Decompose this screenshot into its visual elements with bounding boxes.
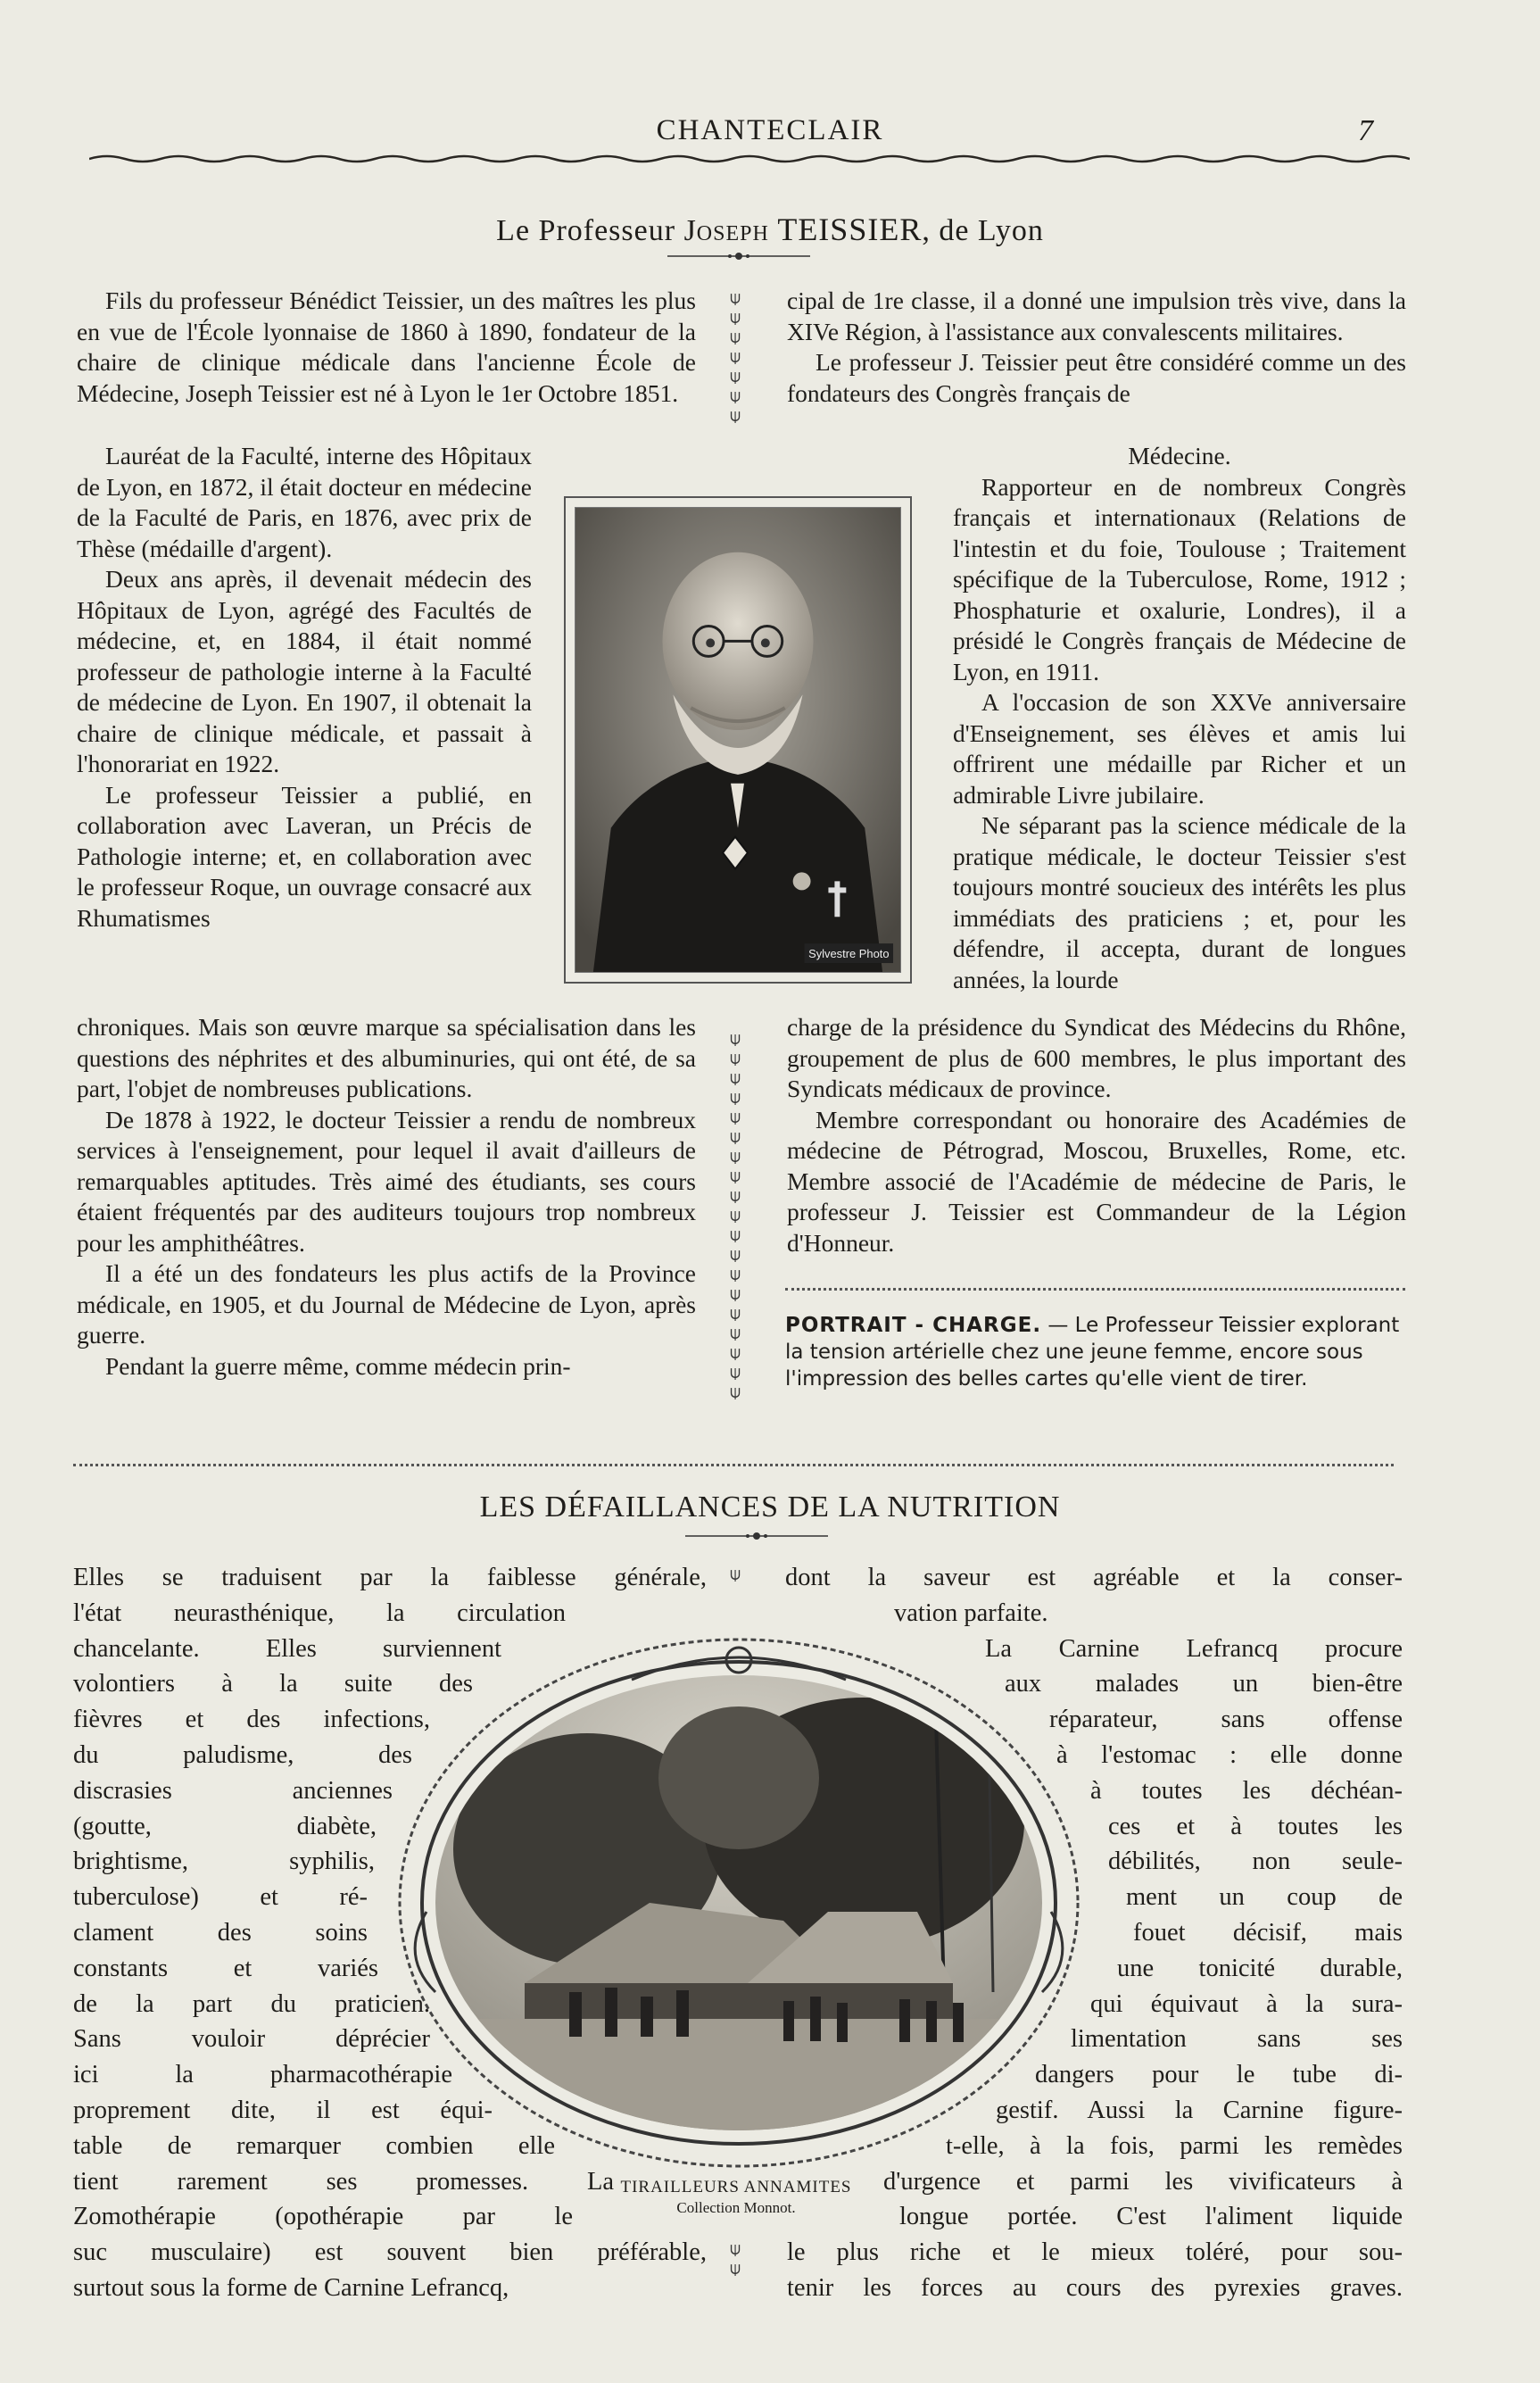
title-ornament [667,252,810,261]
tirailleurs-photo [364,1617,1114,2180]
text-line: tuberculose) et ré- [73,1883,368,1912]
article1-left-narrow [77,441,532,934]
text-line: chancelante. Elles surviennent [73,1634,501,1663]
paragraph: Deux ans après, il devenait médecin des Hôpitaux de Lyon, agrégé des Facultés de médecine, et, en 1884, il était nommé professeur de pathologie interne à la Faculté de médecine de Lyon. En 1907, il obtenait la chaire de clinique médicale, et passait à l'honorariat en 1922. [77,565,532,777]
paragraph: Pendant la guerre même, comme médecin prin- [105,1351,571,1380]
column-separator: ⍦ ⍦ [730,2238,741,2279]
text-line: qui équivaut à la sura- [1090,1989,1403,2018]
text-line: dont la saveur est agréable et la conser- [785,1564,1403,1591]
article1-left-bottom [77,1012,696,1382]
text-line: Zomothérapie (opothérapie par le [73,2203,573,2231]
text-line: débilités, non seule- [1108,1847,1403,1876]
text-line: Elles se traduisent par la faiblesse générale, [73,1564,707,1591]
paragraph: Médecine. [1128,442,1231,469]
text-line: limentation sans ses [1071,2025,1403,2054]
text-line: (goutte, diabète, [73,1812,377,1840]
text-line: discrasies anciennes [73,1776,393,1805]
photo-caption-title: TIRAILLEURS ANNAMITES [620,2178,852,2196]
article1-left-top [77,286,696,409]
paragraph: Ne séparant pas la science médicale de la pratique médicale, le docteur Teissier s'est toujours montré soucieux des intérêts les plus immédiats des praticiens ; et, pour les défendre, il accepta, durant de longues années, la lourde [953,811,1406,993]
text-line: de la part du praticien. [73,1989,430,2018]
title-last-name: TEISSIER [777,212,923,247]
photo-caption [584,2178,888,2217]
photo-credit: Sylvestre Photo [808,947,890,961]
text-line: brightisme, syphilis, [73,1847,375,1876]
caption-text: — Le Professeur Teissier explorant la tension artérielle chez une jeune femme, encore sous l'impression des belles cartes qu'elle vient de tirer. [785,1314,1400,1391]
header-wavy-rule [89,152,1410,166]
paragraph: Le professeur J. Teissier peut être considéré comme un des fondateurs des Congrès français de [787,348,1406,407]
paragraph: Fils du professeur Bénédict Teissier, un des maîtres les plus en vue de l'École lyonnaise de 1860 à 1890, fondateur de la chaire de clinique médicale dans l'ancienne École de Médecine, Joseph Teissier est né à Lyon le 1er Octobre 1851. [77,286,696,407]
text-line: ment un coup de [1126,1883,1403,1912]
paragraph: Le professeur Teissier a publié, en collaboration avec Laveran, un Précis de Pathologie interne; et, en collaboration avec le professeur Roque, un ouvrage consacré aux Rhumatismes [77,780,532,932]
portrait-frame [564,496,912,984]
title-suffix: , de Lyon [922,214,1044,247]
paragraph: Membre correspondant ou honoraire des Académies de médecine de Pétrograd, Moscou, Bruxelles, Rome, etc. Membre associé de l'Académie de médecine de Paris, le professeur J. Teissier est Commandeur de la Légion d'Honneur. [787,1105,1406,1257]
paragraph: Il a été un des fondateurs les plus actifs de la Province médicale, en 1905, et du Journal de Médecine de Lyon, après guerre. [77,1259,696,1349]
text-line: La Carnine Lefrancq procure [985,1634,1403,1663]
text-line: du paludisme, des [73,1741,412,1769]
text-line: tient rarement ses promesses. La [73,2167,614,2196]
column-separator: ⍦ [730,1563,741,1584]
portrait-charge-caption [785,1312,1405,1392]
article-divider [73,1464,1394,1466]
text-line: surtout sous la forme de Carnine Lefrancq, [73,2274,509,2302]
text-line: fièvres et des infections, [73,1706,430,1734]
title-first-name: Joseph [683,214,769,247]
text-line: fouet décisif, mais [1133,1919,1403,1947]
text-line: d'urgence et parmi les vivificateurs à [883,2167,1403,2196]
text-line: volontiers à la suite des [73,1670,473,1698]
caption-divider [785,1288,1405,1291]
text-line: à toutes les déchéan- [1090,1776,1403,1805]
text-line: constants et variés [73,1954,378,1982]
running-title: CHANTECLAIR [656,114,884,146]
paragraph: chroniques. Mais son œuvre marque sa spécialisation dans les questions des néphrites et des albuminuries, qui ont été, de sa part, l'objet de nombreuses publications. [77,1013,696,1102]
text-line: ici la pharmacothérapie [73,2061,452,2089]
text-line: vation parfaite. [894,1598,1048,1627]
caption-head: PORTRAIT - CHARGE. [785,1314,1042,1337]
paragraph: Lauréat de la Faculté, interne des Hôpitaux de Lyon, en 1872, il était docteur en médecine de la Faculté de Paris, en 1876, avec prix de Thèse (médaille d'argent). [77,442,532,562]
title-ornament [685,1532,828,1540]
photo-caption-credit: Collection Monnot. [676,2199,796,2216]
column-separator-bottom: ⍦ ⍦ ⍦ ⍦ ⍦ ⍦ ⍦ ⍦ ⍦ ⍦ ⍦ ⍦ ⍦ ⍦ ⍦ ⍦ ⍦ ⍦ ⍦ [730,1027,741,1402]
text-line: réparateur, sans offense [1049,1706,1403,1734]
text-line: t-elle, à la fois, parmi les remèdes [946,2131,1403,2160]
article1-right-narrow [953,441,1406,995]
text-line: Sans vouloir déprécier [73,2025,430,2054]
text-line: proprement dite, il est équi- [73,2097,493,2124]
portrait-photo [575,507,901,973]
title-prefix: Le Professeur [496,214,684,247]
paragraph: cipal de 1re classe, il a donné une impulsion très vive, dans la XIVe Région, à l'assistance aux convalescents militaires. [787,286,1406,345]
text-line: ces et à toutes les [1108,1812,1403,1840]
paragraph: charge de la présidence du Syndicat des Médecins du Rhône, groupement de plus de 600 membres, le plus important des Syndicats médicaux de province. [787,1013,1406,1102]
column-separator-top: ⍦ ⍦ ⍦ ⍦ ⍦ ⍦ ⍦ [730,286,741,426]
text-line: table de remarquer combien elle [73,2131,555,2160]
text-line: une tonicité durable, [1117,1954,1403,1982]
text-line: clament des soins [73,1919,368,1947]
text-line: longue portée. C'est l'aliment liquide [899,2203,1403,2231]
page-number: 7 [1358,114,1373,147]
article2-title: LES DÉFAILLANCES DE LA NUTRITION [479,1490,1061,1524]
paragraph: De 1878 à 1922, le docteur Teissier a rendu de nombreux services à l'enseignement, pour lequel il avait d'ailleurs de remarquables aptitudes. Très aimé des étudiants, ses cours étaient fréquentés par des auditeurs toujours trop nombreux pour les amphithéâtres. [77,1105,696,1257]
article-title [0,211,1540,248]
text-line: suc musculaire) est souvent bien préférable, [73,2238,707,2267]
article1-right-top [787,286,1406,409]
article1-right-bottom [787,1012,1406,1258]
text-line: le plus riche et le mieux toléré, pour sou- [787,2238,1403,2267]
text-line: dangers pour le tube di- [1035,2061,1403,2089]
text-line: l'état neurasthénique, la circulation [73,1598,566,1627]
text-line: tenir les forces au cours des pyrexies graves. [787,2274,1403,2302]
text-line: à l'estomac : elle donne [1056,1741,1403,1769]
paragraph: A l'occasion de son XXVe anniversaire d'Enseignement, ses élèves et amis lui offrirent une médaille par Richer et un admirable Livre jubilaire. [953,688,1406,809]
paragraph: Rapporteur en de nombreux Congrès français et internationaux (Relations de l'intestin et du foie, Toulouse ; Traitement spécifique de la Tuberculose, Rome, 1912 ; Phosphaturie et oxalurie, Londres), il a présidé le Congrès français de Médecine de Lyon, en 1911. [953,472,1406,685]
text-line: aux malades un bien-être [1005,1670,1403,1698]
text-line: gestif. Aussi la Carnine figure- [996,2097,1403,2124]
